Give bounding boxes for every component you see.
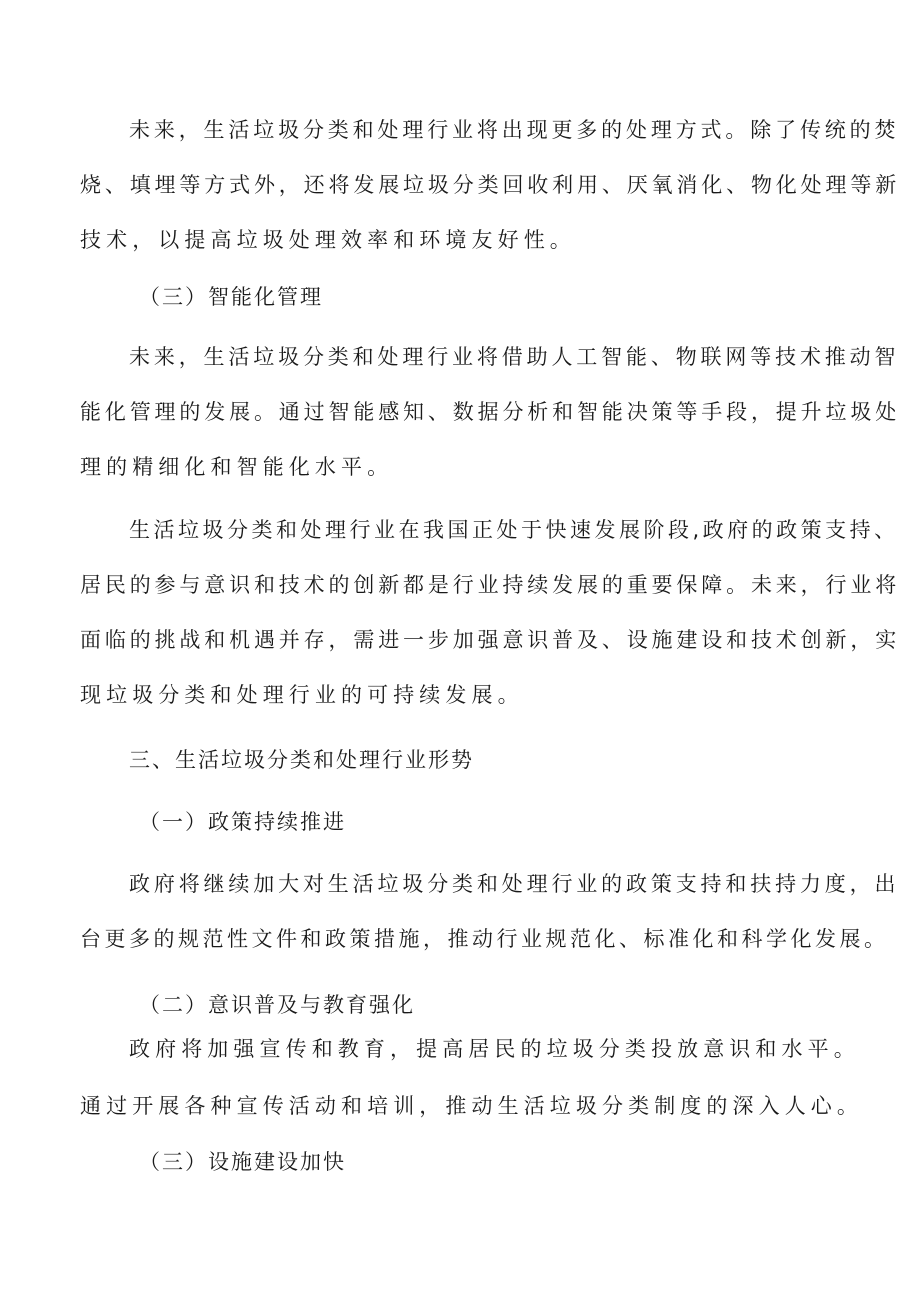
paragraph-line: 通过开展各种宣传活动和培训，推动生活垃圾分类制度的深入人心。 <box>80 1094 863 1118</box>
paragraph-line: 未来，生活垃圾分类和处理行业将出现更多的处理方式。除了传统的焚 <box>129 118 900 142</box>
subheading: （二）意识普及与教育强化 <box>139 993 415 1017</box>
paragraph-line: 台更多的规范性文件和政策措施，推动行业规范化、标准化和科学化发展。 <box>80 927 889 951</box>
paragraph-line: 生活垃圾分类和处理行业在我国正处于快速发展阶段,政府的政策支持、 <box>129 518 899 542</box>
paragraph-line: 面临的挑战和机遇并存，需进一步加强意识普及、设施建设和技术创新，实 <box>80 628 901 652</box>
subheading: （三）设施建设加快 <box>139 1150 346 1174</box>
subheading: （三）智能化管理 <box>139 285 323 309</box>
paragraph-line: 烧、填埋等方式外，还将发展垃圾分类回收利用、厌氧消化、物化处理等新 <box>80 173 901 197</box>
paragraph-line: 未来，生活垃圾分类和处理行业将借助人工智能、物联网等技术推动智 <box>129 345 900 369</box>
paragraph-line: 政府将加强宣传和教育，提高居民的垃圾分类投放意识和水平。 <box>129 1037 860 1061</box>
paragraph-line: 技术，以提高垃圾处理效率和环境友好性。 <box>80 228 576 252</box>
paragraph-line: 能化管理的发展。通过智能感知、数据分析和智能决策等手段，提升垃圾处 <box>80 400 901 424</box>
paragraph-line: 现垃圾分类和处理行业的可持续发展。 <box>80 683 524 707</box>
paragraph-line: 政府将继续加大对生活垃圾分类和处理行业的政策支持和扶持力度，出 <box>129 872 900 896</box>
paragraph-line: 居民的参与意识和技术的创新都是行业持续发展的重要保障。未来，行业将 <box>80 573 901 597</box>
paragraph-line: 理的精细化和智能化水平。 <box>80 455 394 479</box>
section-heading: 三、生活垃圾分类和处理行业形势 <box>129 748 474 772</box>
subheading: （一）政策持续推进 <box>139 810 346 834</box>
